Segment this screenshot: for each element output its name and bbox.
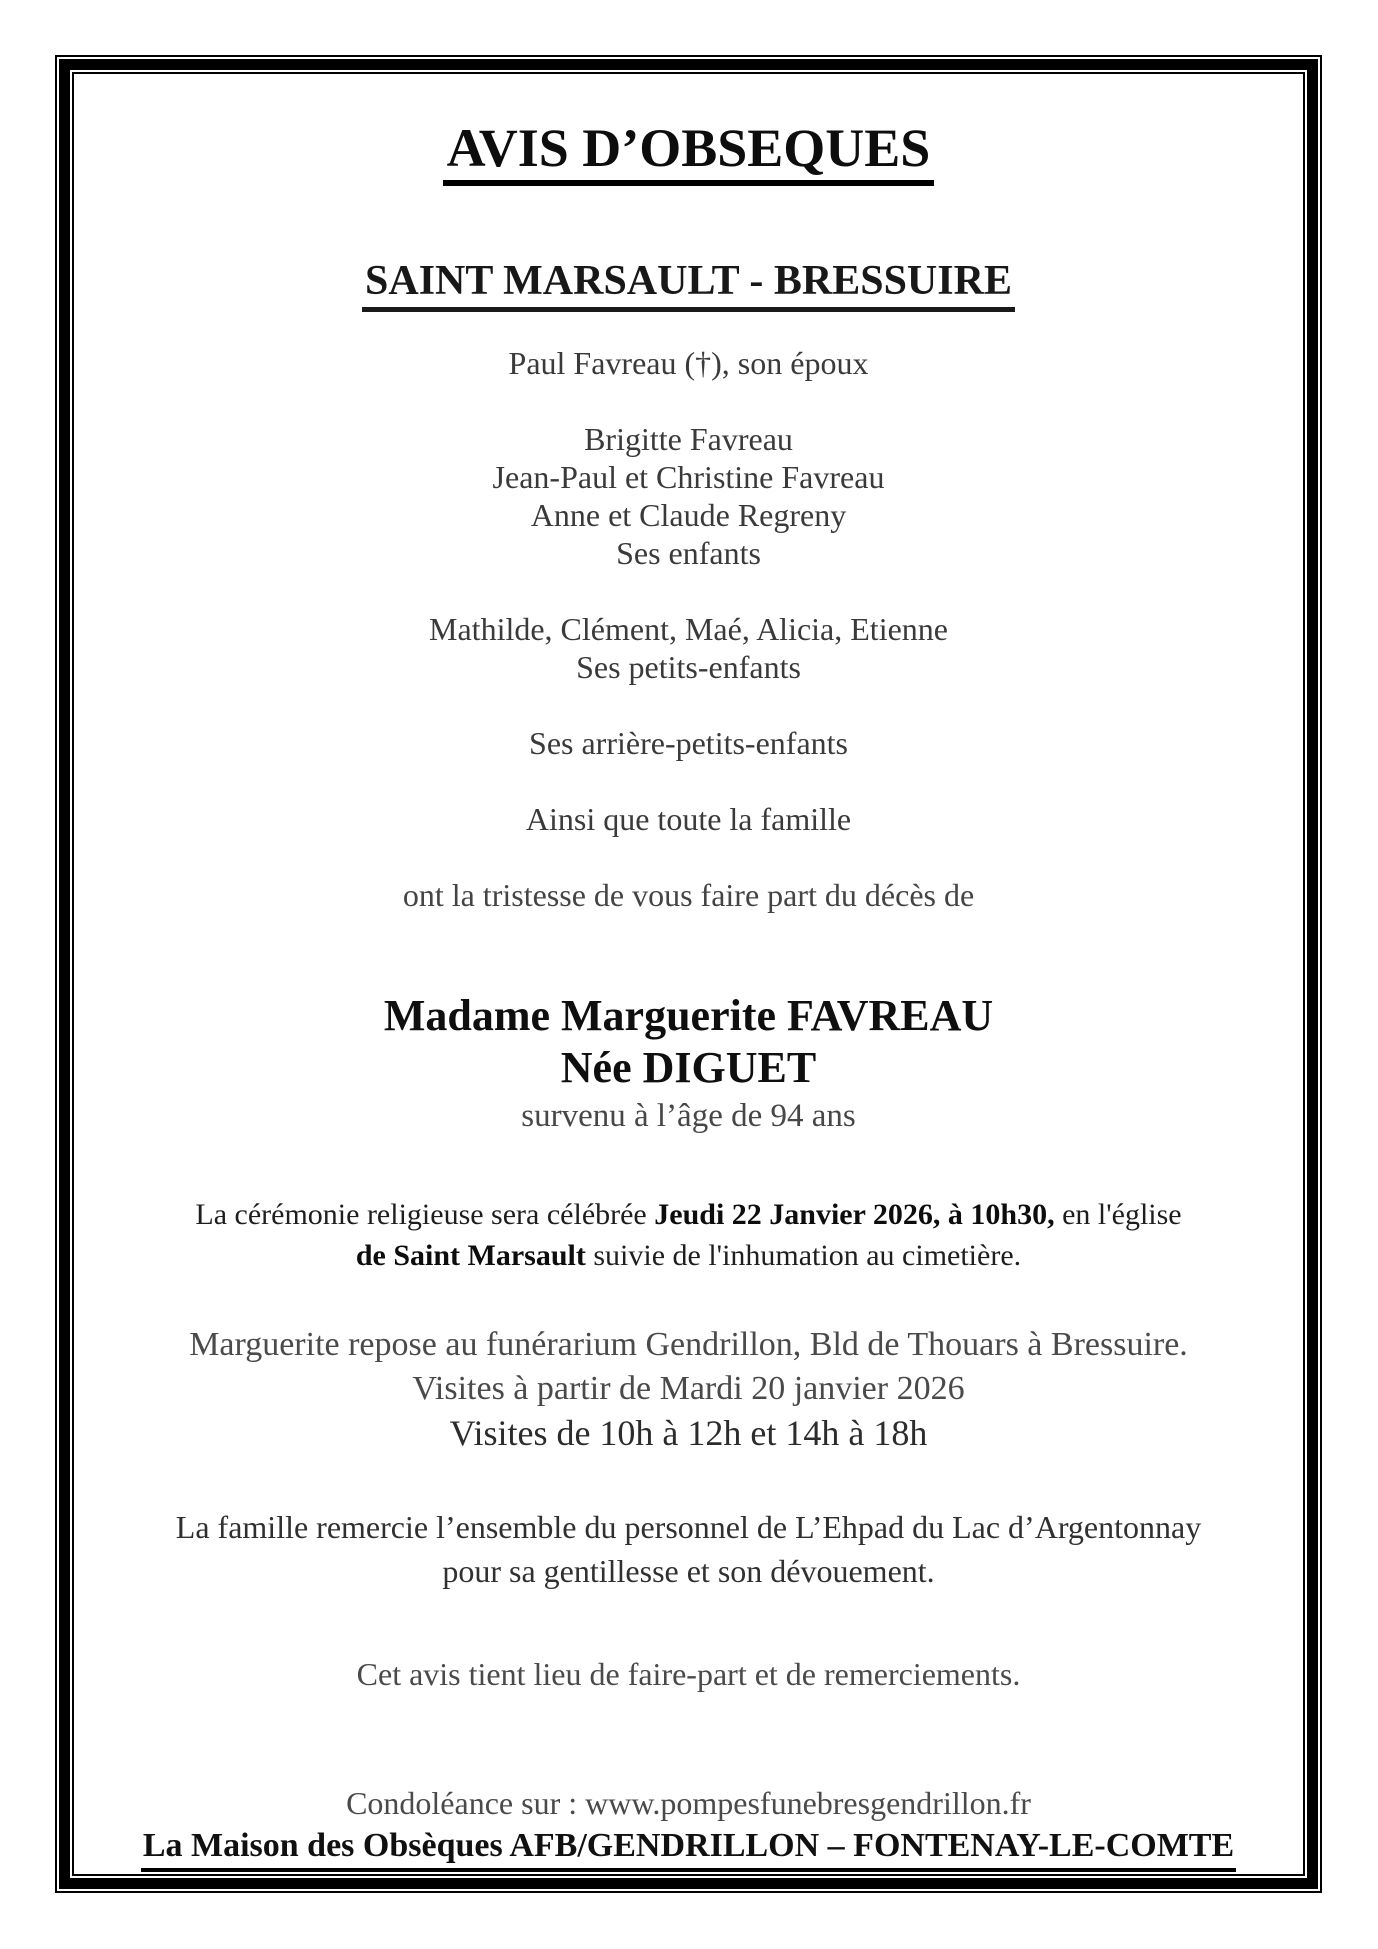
thanks-line-2: pour sa gentillesse et son dévouement.: [442, 1552, 935, 1589]
grandchildren-name-line: Mathilde, Clément, Maé, Alicia, Etienne: [429, 610, 948, 647]
children-name-line: Brigitte Favreau: [584, 420, 793, 457]
grandchildren-group: [74, 610, 1303, 686]
visitation-start-line: Visites à partir de Mardi 20 janvier 2026: [412, 1369, 965, 1407]
location-heading-text: SAINT MARSAULT - BRESSUIRE: [362, 258, 1015, 311]
obituary-document: [74, 74, 1303, 1874]
condolence-website-line: Condoléance sur : www.pompesfunebresgendrillon.fr: [346, 1784, 1031, 1821]
funeral-home-text: La Maison des Obsèques AFB/GENDRILLON – FONTENAY-LE-COMTE: [141, 1825, 1236, 1872]
deceased-name: Madame Marguerite FAVREAU: [383, 990, 994, 1040]
ceremony-line-1: [74, 1194, 1303, 1235]
ceremony-paragraph: [74, 1194, 1303, 1276]
children-group: [74, 420, 1303, 572]
deceased-age-line: survenu à l’âge de 94 ans: [521, 1097, 856, 1134]
ceremony-text: suivie de l'inhumation au cimetière.: [585, 1238, 1022, 1272]
grandchildren-label: Ses petits-enfants: [576, 648, 801, 685]
children-label: Ses enfants: [616, 534, 761, 571]
ceremony-line-2: [74, 1235, 1303, 1276]
ceremony-bold-text: Jeudi 22 Janvier 2026, à 10h30,: [654, 1197, 1055, 1231]
location-heading: [74, 258, 1303, 311]
spouse-line: Paul Favreau (†), son époux: [508, 344, 869, 381]
announcement-line: ont la tristesse de vous faire part du décès de: [402, 876, 975, 913]
document-border-inner-line: [72, 72, 1305, 1876]
thanks-paragraph: [74, 1505, 1303, 1593]
footer-block: [74, 1785, 1303, 1872]
thanks-line-1: La famille remercie l’ensemble du personnel de L’Ehpad du Lac d’Argentonnay: [175, 1508, 1202, 1545]
visitation-location-line: Marguerite repose au funérarium Gendrillon, Bld de Thouars à Bressuire.: [189, 1325, 1188, 1363]
deceased-maiden-name: Née DIGUET: [560, 1042, 817, 1092]
notice-line: Cet avis tient lieu de faire-part et de remerciements.: [356, 1655, 1021, 1692]
visitation-block: [74, 1322, 1303, 1455]
children-name-line: Jean-Paul et Christine Favreau: [492, 458, 885, 495]
funeral-home-line: [74, 1825, 1303, 1872]
deceased-block: [74, 990, 1303, 1138]
ceremony-text: en l'église: [1054, 1197, 1182, 1231]
document-border-thick-band: [59, 59, 1318, 1889]
visitation-hours-line: Visites de 10h à 12h et 14h à 18h: [449, 1412, 928, 1453]
document-border-frame: [55, 55, 1322, 1893]
children-name-line: Anne et Claude Regreny: [530, 496, 847, 533]
great-grandchildren-label: Ses arrière-petits-enfants: [529, 724, 848, 761]
whole-family-line: Ainsi que toute la famille: [525, 800, 852, 837]
ceremony-text: La cérémonie religieuse sera célébrée: [195, 1197, 655, 1231]
ceremony-bold-text: de Saint Marsault: [355, 1238, 586, 1272]
page-title-text: AVIS D’OBSEQUES: [443, 119, 935, 186]
page-title: [74, 119, 1303, 186]
